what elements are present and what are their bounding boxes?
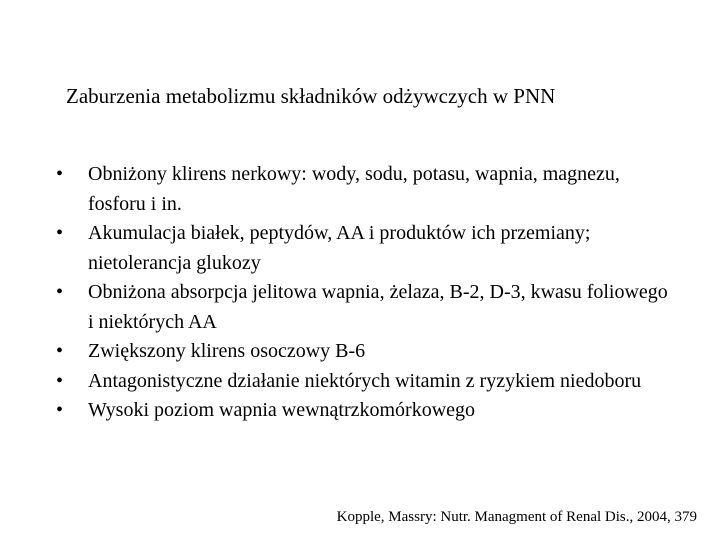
bullet-icon: • xyxy=(56,399,64,421)
bullet-icon: • xyxy=(56,340,64,362)
bullet-text: Wysoki poziom wapnia wewnątrzkomórkowego xyxy=(88,399,476,421)
slide-title: Zaburzenia metabolizmu składników odżywczych w PNN xyxy=(66,84,556,108)
bullet-item xyxy=(56,337,676,367)
bullet-icon: • xyxy=(56,369,64,392)
bullet-list xyxy=(56,160,676,426)
bullet-text: Zwiększony klirens osoczowy B-6 xyxy=(88,340,366,362)
citation: Kopple, Massry: Nutr. Managment of Renal Dis., 2004, 379 xyxy=(336,509,697,525)
bullet-icon: • xyxy=(56,163,64,185)
bullet-item xyxy=(56,396,676,426)
bullet-icon: • xyxy=(56,222,64,244)
bullet-text: Akumulacja białek, peptydów, AA i produktów ich przemiany; nietolerancja glukozy xyxy=(88,222,591,274)
bullet-item xyxy=(56,367,676,397)
bullet-item xyxy=(56,219,676,278)
bullet-item xyxy=(56,160,676,219)
bullet-text: Obniżony klirens nerkowy: wody, sodu, potasu, wapnia, magnezu, fosforu i in. xyxy=(88,163,620,215)
bullet-icon: • xyxy=(56,281,64,303)
bullet-item xyxy=(56,278,676,337)
bullet-text: Antagonistyczne działanie niektórych witamin z ryzykiem niedoboru xyxy=(88,369,642,392)
bullet-text: Obniżona absorpcja jelitowa wapnia, żelaza, B-2, D-3, kwasu foliowego i niektórych AA xyxy=(88,281,668,333)
